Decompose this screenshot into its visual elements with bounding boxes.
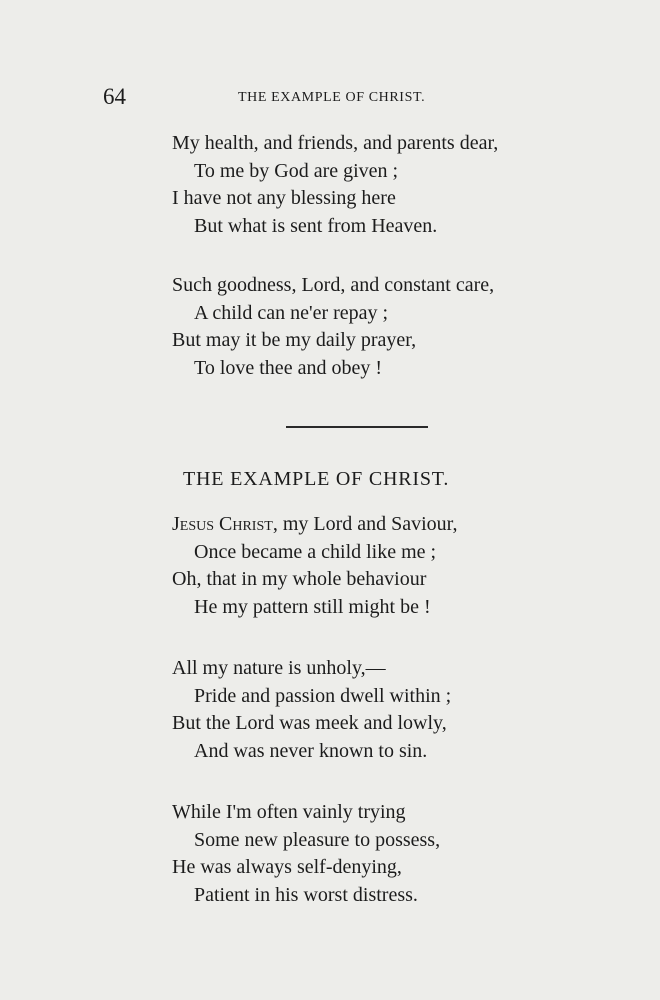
stanza — [172, 130, 498, 240]
verse-line: Once became a child like me ; — [194, 540, 437, 563]
verse-line: And was never known to sin. — [194, 739, 428, 762]
verse-line: While I'm often vainly trying — [172, 801, 406, 823]
stanza — [172, 272, 498, 382]
verse-line: To me by God are given ; — [194, 159, 399, 182]
verse-line — [172, 511, 458, 539]
verse-line: But what is sent from Heaven. — [194, 214, 438, 237]
verse-line: But may it be my daily prayer, — [172, 329, 417, 351]
verse-line: My health, and friends, and parents dear, — [172, 132, 499, 154]
verse-line: I have not any blessing here — [172, 187, 396, 209]
verse-line: He was always self-denying, — [172, 856, 402, 878]
running-head: THE EXAMPLE OF CHRIST. — [238, 90, 426, 105]
verse-line: Some new pleasure to possess, — [194, 828, 441, 851]
verse-line: Such goodness, Lord, and constant care, — [172, 274, 495, 296]
verse-line: He my pattern still might be ! — [194, 595, 431, 618]
section-divider — [286, 426, 428, 428]
poem-title: THE EXAMPLE OF CHRIST. — [183, 468, 450, 490]
page-number: 64 — [103, 84, 126, 109]
verse-line: To love thee and obey ! — [194, 356, 382, 379]
verse-line: But the Lord was meek and lowly, — [172, 712, 447, 734]
stanza — [172, 511, 458, 621]
verse-line: Pride and passion dwell within ; — [194, 684, 452, 707]
verse-line: A child can ne'er repay ; — [194, 301, 389, 324]
verse-line: All my nature is unholy,— — [172, 657, 386, 679]
first-line-rest: , my Lord and Saviour, — [272, 513, 458, 535]
poem-example-of-christ — [172, 511, 458, 909]
poem-my-health — [172, 130, 498, 382]
opening-words: Jesus Christ — [172, 513, 273, 535]
verse-line: Oh, that in my whole behaviour — [172, 568, 427, 590]
verse-line: Patient in his worst distress. — [194, 883, 418, 906]
stanza — [172, 655, 458, 765]
stanza — [172, 799, 458, 909]
